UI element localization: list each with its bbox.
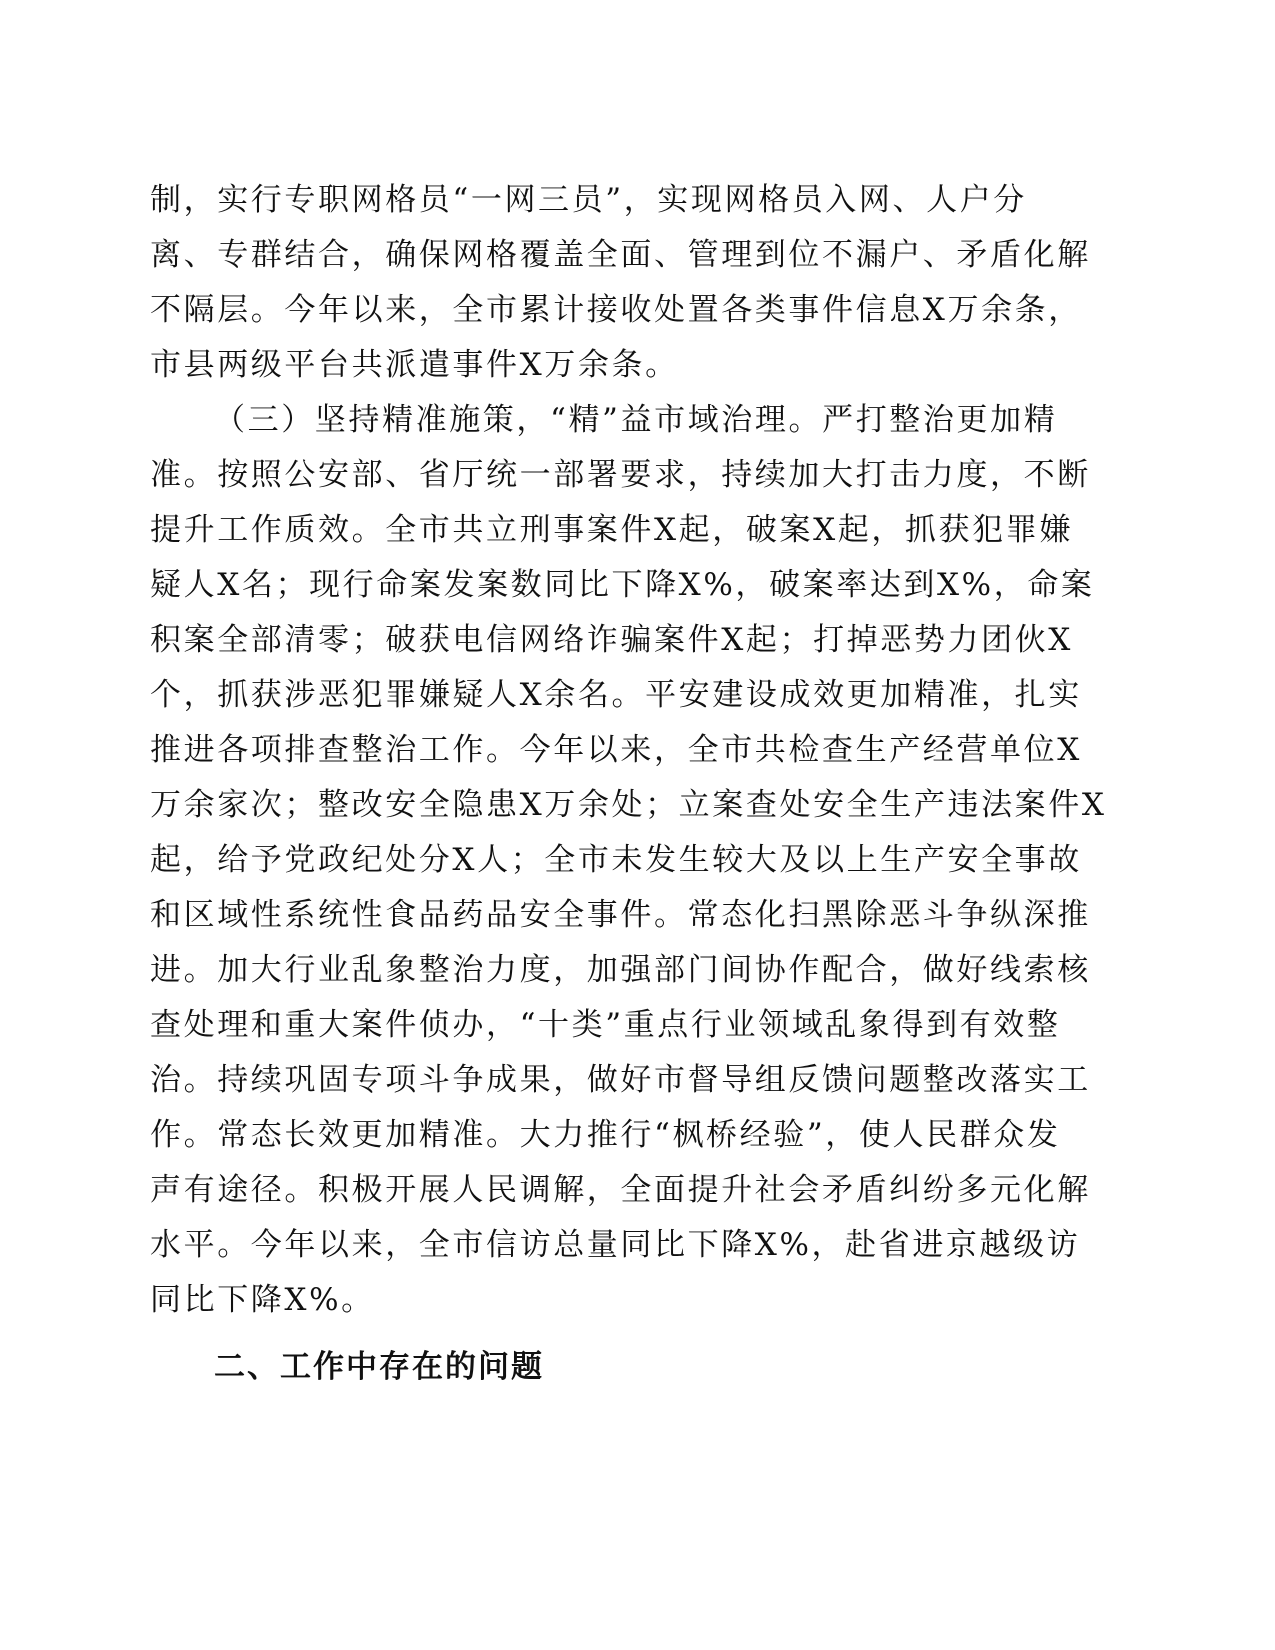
section-paragraph-start: （三）坚持精准施策，“精”益市域治理。严打整治更加精 — [214, 402, 1058, 438]
body-text-line: 治。持续巩固专项斗争成果，做好市督导组反馈问题整改落实工 — [150, 1062, 1091, 1098]
body-text-line: 个，抓获涉恶犯罪嫌疑人X余名。平安建设成效更加精准，扎实 — [150, 677, 1082, 713]
body-text-line: 提升工作质效。全市共立刑事案件X起，破案X起，抓获犯罪嫌 — [150, 512, 1073, 548]
body-text-line: 疑人X名；现行命案发案数同比下降X%，破案率达到X%，命案 — [150, 567, 1095, 603]
body-text-line: 推进各项排查整治工作。今年以来，全市共检查生产经营单位X — [150, 732, 1082, 768]
body-text-line: 准。按照公安部、省厅统一部署要求，持续加大打击力度，不断 — [150, 457, 1091, 493]
body-text-line: 万余家次；整改安全隐患X万余处；立案查处安全生产违法案件X — [150, 787, 1107, 823]
body-text-line: 制，实行专职网格员“一网三员”，实现网格员入网、人户分 — [150, 182, 1027, 218]
body-text-line: 进。加大行业乱象整治力度，加强部门间协作配合，做好线索核 — [150, 952, 1091, 988]
body-text-line: 起，给予党政纪处分X人；全市未发生较大及以上生产安全事故 — [150, 842, 1082, 878]
body-text-line: 声有途径。积极开展人民调解，全面提升社会矛盾纠纷多元化解 — [150, 1172, 1091, 1208]
body-text-line: 查处理和重大案件侦办，“十类”重点行业领域乱象得到有效整 — [150, 1007, 1061, 1043]
body-text-line: 同比下降X%。 — [150, 1282, 375, 1318]
body-text-line: 市县两级平台共派遣事件X万余条。 — [150, 347, 679, 383]
body-text-line: 离、专群结合，确保网格覆盖全面、管理到位不漏户、矛盾化解 — [150, 237, 1091, 273]
body-text-line: 积案全部清零；破获电信网络诈骗案件X起；打掉恶势力团伙X — [150, 622, 1073, 658]
body-text-line: 水平。今年以来，全市信访总量同比下降X%，赴省进京越级访 — [150, 1227, 1081, 1263]
body-text-line: 和区域性系统性食品药品安全事件。常态化扫黑除恶斗争纵深推 — [150, 897, 1091, 933]
body-text-line: 不隔层。今年以来，全市累计接收处置各类事件信息X万余条， — [150, 292, 1082, 328]
body-text-line: 作。常态长效更加精准。大力推行“枫桥经验”，使人民群众发 — [150, 1117, 1061, 1153]
section-heading: 二、工作中存在的问题 — [214, 1349, 544, 1385]
